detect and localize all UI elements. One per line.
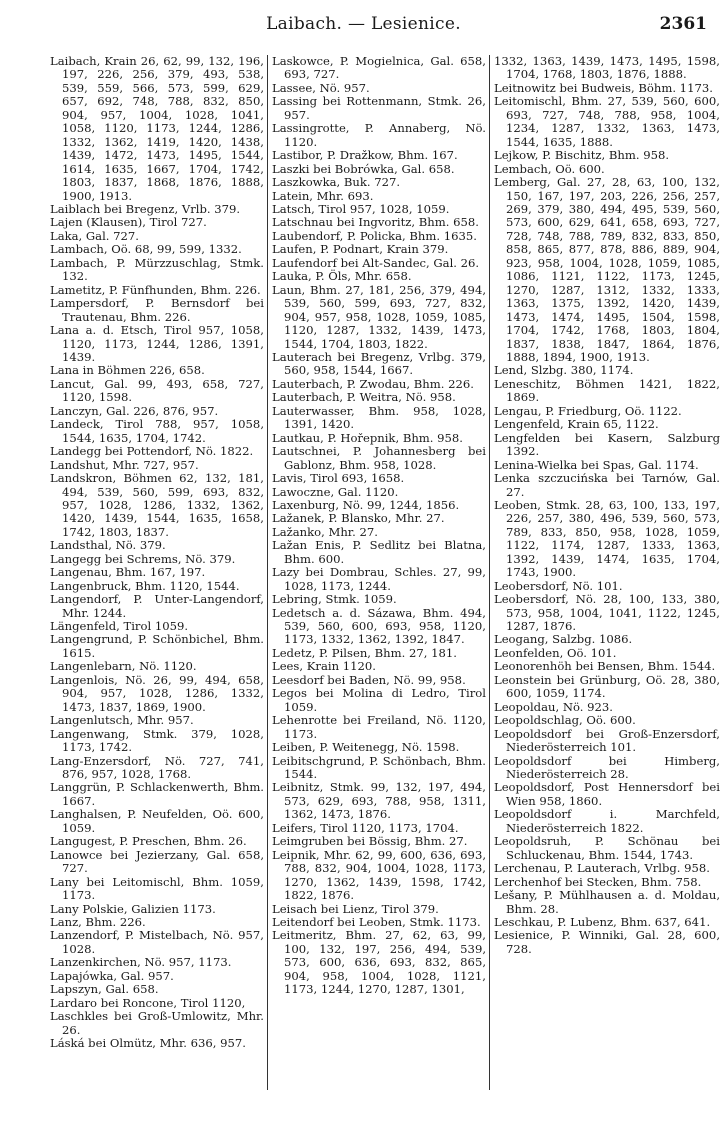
index-entry: Lanzenkirchen, Nö. 957, 1173. (50, 955, 232, 970)
index-entry: Leibnitz, Stmk. 99, 132, 197, 494, 573, 629, 693, 788, 958, 1311, 1362, 1473, 1876. (272, 780, 486, 822)
index-columns (50, 55, 720, 1115)
index-entry: Lambach, P. Mürzzuschlag, Stmk. 132. (50, 255, 264, 284)
index-entry: Lapszyn, Gal. 658. (50, 982, 159, 997)
index-entry: Lauka, P. Öls, Mhr. 658. (272, 269, 412, 284)
index-entry: Latsch, Tirol 957, 1028, 1059. (272, 201, 450, 216)
index-entry: Lebring, Stmk. 1059. (272, 592, 397, 607)
index-entry: Leopoldsdorf, Post Hennersdorf bei Wien 958, 1860. (494, 780, 720, 808)
index-entry: Lassee, Nö. 957. (272, 80, 370, 95)
index-entry: Lanowce bei Jezierzany, Gal. 658, 727. (50, 847, 264, 876)
index-entry: Laubendorf, P. Policka, Bhm. 1635. (272, 228, 477, 243)
index-entry: Leneschitz, Böhmen 1421, 1822, 1869. (494, 376, 720, 405)
index-entry: Lengau, P. Friedburg, Oö. 1122. (494, 403, 682, 418)
index-entry: Langenlutsch, Mhr. 957. (50, 713, 194, 728)
index-entry: Lana a. d. Etsch, Tirol 957, 1058, 1120, 1173, 1244, 1286, 1391, 1439. (50, 323, 264, 364)
index-entry: Lanz, Bhm. 226. (50, 915, 146, 929)
index-entry: Leipnik, Mhr. 62, 99, 600, 636, 693, 788, 832, 904, 1004, 1028, 1173, 1270, 1362, 1439, 1598, 1742, 1822, 1876. (272, 847, 486, 903)
index-entry: Lassing bei Rottenmann, Stmk. 26, 957. (272, 94, 486, 122)
index-entry: Längenfeld, Tirol 1059. (50, 619, 189, 634)
index-column-3 (494, 55, 720, 1115)
index-entry: Lauterach bei Bregenz, Vrlbg. 379, 560, 958, 1544, 1667. (272, 349, 486, 378)
index-entry: Laszkowka, Buk. 727. (272, 175, 401, 190)
index-entry: Leibitschgrund, P. Schönbach, Bhm. 1544. (272, 753, 486, 782)
index-entry: Láská bei Olmütz, Mhr. 636, 957. (50, 1036, 246, 1051)
index-entry: Landsthal, Nö. 379. (50, 538, 166, 553)
index-entry: Lancut, Gal. 99, 493, 658, 727, 1120, 1598. (50, 376, 264, 405)
index-entry: Langhalsen, P. Neufelden, Oö. 600, 1059. (50, 807, 264, 835)
index-entry: Lambach, Oö. 68, 99, 599, 1332. (50, 242, 242, 257)
index-entry: Lend, Slzbg. 380, 1174. (494, 363, 634, 378)
index-entry: Leifers, Tirol 1120, 1173, 1704. (272, 820, 459, 835)
index-entry: Landskron, Böhmen 62, 132, 181, 494, 539, 560, 599, 693, 832, 957, 1028, 1286, 1332, 1362, 1420, 1439, 1544, 1635, 1658, 1742, 1803, 1837. (50, 471, 264, 539)
index-entry: Lažanko, Mhr. 27. (272, 524, 378, 539)
index-entry: Leschkau, P. Lubenz, Bhm. 637, 641. (494, 915, 711, 929)
index-entry: Leimgruben bei Bössig, Bhm. 27. (272, 834, 468, 849)
index-entry: Lejkow, P. Bischitz, Bhm. 958. (494, 148, 670, 163)
index-entry: Leitendorf bei Leoben, Stmk. 1173. (272, 915, 481, 929)
index-entry: Lana in Böhmen 226, 658. (50, 363, 205, 378)
index-entry: Landeck, Tirol 788, 957, 1058, 1544, 1635, 1704, 1742. (50, 417, 264, 445)
index-entry: Leesdorf bei Baden, Nö. 99, 958. (272, 672, 466, 687)
index-entry: Lešany, P. Mühlhausen a. d. Moldau, Bhm. 28. (494, 888, 720, 916)
index-entry: Lanczyn, Gal. 226, 876, 957. (50, 403, 219, 418)
index-entry: Leiben, P. Weitenegg, Nö. 1598. (272, 740, 460, 755)
index-entry: Ledetz, P. Pilsen, Bhm. 27, 181. (272, 645, 457, 660)
index-entry: Lemberg, Gal. 27, 28, 63, 100, 132, 150, 167, 197, 203, 226, 256, 257, 269, 379, 380, 494, 495, 539, 560, 573, 600, 629, 641, 658, 693, 727, 728, 748, 788, 789, 832, 833, 850, 858, 865, 877, 878, 886, 889, 904, 923, 958, 1004, 1028, 1059, 1085, 1086, 1121, 1122, 1173, 1245, 1270, 1287, 1312, 1332, 1333, 1363, 1375, 1392, 1420, 1439, 1473, 1474, 1495, 1504, 1598, 1704, 1742, 1768, 1803, 1804, 1837, 1838, 1847, 1864, 1876, 1888, 1894, 1900, 1913. (494, 175, 720, 364)
index-entry: Leitomischl, Bhm. 27, 539, 560, 600, 693, 727, 748, 788, 958, 1004, 1234, 1287, 1332, 1363, 1473, 1544, 1635, 1888. (494, 94, 720, 149)
index-entry: Lany Polskie, Galizien 1173. (50, 901, 216, 916)
index-entry: Lengenfeld, Krain 65, 1122. (494, 417, 659, 432)
index-entry: Laka, Gal. 727. (50, 228, 139, 243)
index-column-1 (50, 55, 264, 1115)
index-entry: 1332, 1363, 1439, 1473, 1495, 1598, 1704, 1768, 1803, 1876, 1888. (494, 55, 720, 82)
index-entry: Langengrund, P. Schönbichel, Bhm. 1615. (50, 632, 264, 660)
index-entry: Lavis, Tirol 693, 1658. (272, 471, 405, 486)
index-entry: Langgrün, P. Schlackenwerth, Bhm. 1667. (50, 780, 264, 808)
index-column-2 (272, 55, 486, 1115)
index-entry: Lažanek, P. Blansko, Mhr. 27. (272, 511, 445, 526)
index-entry: Langegg bei Schrems, Nö. 379. (50, 551, 236, 566)
index-entry: Latschnau bei Ingvoritz, Bhm. 658. (272, 215, 479, 230)
index-entry: Laibach, Krain 26, 62, 99, 132, 196, 197, 226, 256, 379, 493, 538, 539, 559, 566, 573, 599, 629, 657, 692, 748, 788, 832, 850, 904, 957, 1004, 1028, 1041, 1058, 1120, 1173, 1244, 1286, 1332, 1362, 1419, 1420, 1438, 1439, 1472, 1473, 1495, 1544, 1614, 1635, 1667, 1704, 1742, 1803, 1837, 1868, 1876, 1888, 1900, 1913. (50, 55, 264, 203)
index-entry: Legos bei Molina di Ledro, Tirol 1059. (272, 686, 486, 714)
index-entry: Laschkles bei Groß-Umlowitz, Mhr. 26. (50, 1009, 264, 1037)
index-entry: Leopoldschlag, Oö. 600. (494, 713, 636, 728)
index-entry: Lauterbach, P. Weitra, Nö. 958. (272, 390, 456, 405)
index-entry: Leonfelden, Oö. 101. (494, 645, 617, 660)
index-entry: Laufen, P. Podnart, Krain 379. (272, 242, 449, 257)
column-divider (489, 55, 490, 1090)
index-entry: Latein, Mhr. 693. (272, 188, 374, 203)
index-entry: Leopoldsruh, P. Schönau bei Schluckenau, Bhm. 1544, 1743. (494, 834, 720, 862)
index-entry: Lanzendorf, P. Mistelbach, Nö. 957, 1028. (50, 928, 264, 956)
index-entry: Lenina-Wielka bei Spas, Gal. 1174. (494, 457, 699, 472)
index-entry: Lassingrotte, P. Annaberg, Nö. 1120. (272, 121, 486, 149)
index-entry: Leopoldsdorf i. Marchfeld, Niederösterreich 1822. (494, 807, 720, 835)
page-number: 2361 (659, 14, 707, 34)
index-entry: Lawoczne, Gal. 1120. (272, 484, 399, 499)
index-entry: Leopoldau, Nö. 923. (494, 699, 613, 714)
index-entry: Leonstein bei Grünburg, Oö. 28, 380, 600, 1059, 1174. (494, 672, 720, 701)
index-entry: Langendorf, P. Unter-Langendorf, Mhr. 1244. (50, 592, 264, 620)
page-header (0, 10, 727, 38)
index-entry: Leobersdorf, Nö. 101. (494, 578, 623, 593)
index-entry: Landegg bei Pottendorf, Nö. 1822. (50, 444, 254, 459)
index-entry: Leonorenhöh bei Bensen, Bhm. 1544. (494, 659, 716, 674)
running-title: Laibach. — Lesienice. (266, 14, 461, 34)
index-entry: Lehenrotte bei Freiland, Nö. 1120, 1173. (272, 713, 486, 741)
index-entry: Lembach, Oö. 600. (494, 161, 605, 176)
index-entry: Lerchenau, P. Lauterach, Vrlbg. 958. (494, 861, 710, 876)
index-entry: Lauterwasser, Bhm. 958, 1028, 1391, 1420. (272, 403, 486, 432)
index-entry: Lapajówka, Gal. 957. (50, 968, 174, 983)
column-divider (267, 55, 268, 1090)
index-entry: Lesienice, P. Winniki, Gal. 28, 600, 728. (494, 928, 720, 956)
index-entry: Lees, Krain 1120. (272, 659, 376, 674)
index-entry: Langugest, P. Preschen, Bhm. 26. (50, 834, 247, 849)
index-entry: Lampersdorf, P. Bernsdorf bei Trautenau, Bhm. 226. (50, 296, 264, 324)
index-entry: Leoben, Stmk. 28, 63, 100, 133, 197, 226, 257, 380, 496, 539, 560, 573, 789, 833, 850, 958, 1028, 1059, 1122, 1174, 1287, 1333, 1363, 1392, 1439, 1474, 1635, 1704, 1743, 1900. (494, 497, 720, 580)
index-entry: Langenlebarn, Nö. 1120. (50, 659, 197, 674)
index-entry: Lautkau, P. Hořepnik, Bhm. 958. (272, 430, 463, 445)
index-entry: Leisach bei Lienz, Tirol 379. (272, 901, 439, 916)
index-entry: Langenwang, Stmk. 379, 1028, 1173, 1742. (50, 726, 264, 755)
index-entry: Lametitz, P. Fünfhunden, Bhm. 226. (50, 282, 261, 297)
index-entry: Lenka szczucińska bei Tarnów, Gal. 27. (494, 471, 720, 499)
index-entry: Lang-Enzersdorf, Nö. 727, 741, 876, 957, 1028, 1768. (50, 753, 264, 782)
index-entry: Lengfelden bei Kasern, Salzburg 1392. (494, 430, 720, 459)
index-entry: Lerchenhof bei Stecken, Bhm. 758. (494, 874, 702, 889)
index-entry: Lazy bei Dombrau, Schles. 27, 99, 1028, 1173, 1244. (272, 565, 486, 593)
index-entry: Laun, Bhm. 27, 181, 256, 379, 494, 539, 560, 599, 693, 727, 832, 904, 957, 958, 1028, 1059, 1085, 1120, 1287, 1332, 1439, 1473, 1544, 1704, 1803, 1822. (272, 282, 486, 351)
index-entry: Ledetsch a. d. Sázawa, Bhm. 494, 539, 560, 600, 693, 958, 1120, 1173, 1332, 1362, 1392, 1847. (272, 605, 486, 647)
index-entry: Leitmeritz, Bhm. 27, 62, 63, 99, 100, 132, 197, 256, 494, 539, 573, 600, 636, 693, 832, 865, 904, 958, 1004, 1028, 1121, 1173, 1244, 1270, 1287, 1301, (272, 928, 486, 997)
index-entry: Langenau, Bhm. 167, 197. (50, 565, 206, 580)
index-entry: Laxenburg, Nö. 99, 1244, 1856. (272, 497, 460, 512)
index-entry: Laskowce, P. Mogielnica, Gal. 658, 693, 727. (272, 55, 486, 82)
index-entry: Laufendorf bei Alt-Sandec, Gal. 26. (272, 255, 480, 270)
index-entry: Lardaro bei Roncone, Tirol 1120, (50, 995, 246, 1010)
index-entry: Langenbruck, Bhm. 1120, 1544. (50, 578, 240, 593)
index-entry: Leogang, Salzbg. 1086. (494, 632, 633, 647)
index-entry: Leopoldsdorf bei Himberg, Niederösterreich 28. (494, 753, 720, 782)
index-entry: Leopoldsdorf bei Groß-Enzersdorf, Niederösterreich 101. (494, 726, 720, 755)
index-entry: Leobersdorf, Nö. 28, 100, 133, 380, 573, 958, 1004, 1041, 1122, 1245, 1287, 1876. (494, 592, 720, 634)
index-entry: Landshut, Mhr. 727, 957. (50, 457, 199, 472)
index-entry: Lastibor, P. Dražkow, Bhm. 167. (272, 148, 458, 163)
index-entry: Langenlois, Nö. 26, 99, 494, 658, 904, 957, 1028, 1286, 1332, 1473, 1837, 1869, 1900. (50, 672, 264, 714)
index-entry: Lautschnei, P. Johannesberg bei Gablonz, Bhm. 958, 1028. (272, 444, 486, 472)
index-entry: Lauterbach, P. Zwodau, Bhm. 226. (272, 376, 474, 391)
index-entry: Lajen (Klausen), Tirol 727. (50, 215, 207, 230)
index-entry: Laszki bei Bobrówka, Gal. 658. (272, 161, 455, 176)
index-entry: Lažan Enis, P. Sedlitz bei Blatna, Bhm. 600. (272, 538, 486, 566)
index-entry: Leitnowitz bei Budweis, Böhm. 1173. (494, 80, 713, 95)
index-entry: Laiblach bei Bregenz, Vrlb. 379. (50, 201, 241, 216)
index-entry: Lany bei Leitomischl, Bhm. 1059, 1173. (50, 874, 264, 903)
